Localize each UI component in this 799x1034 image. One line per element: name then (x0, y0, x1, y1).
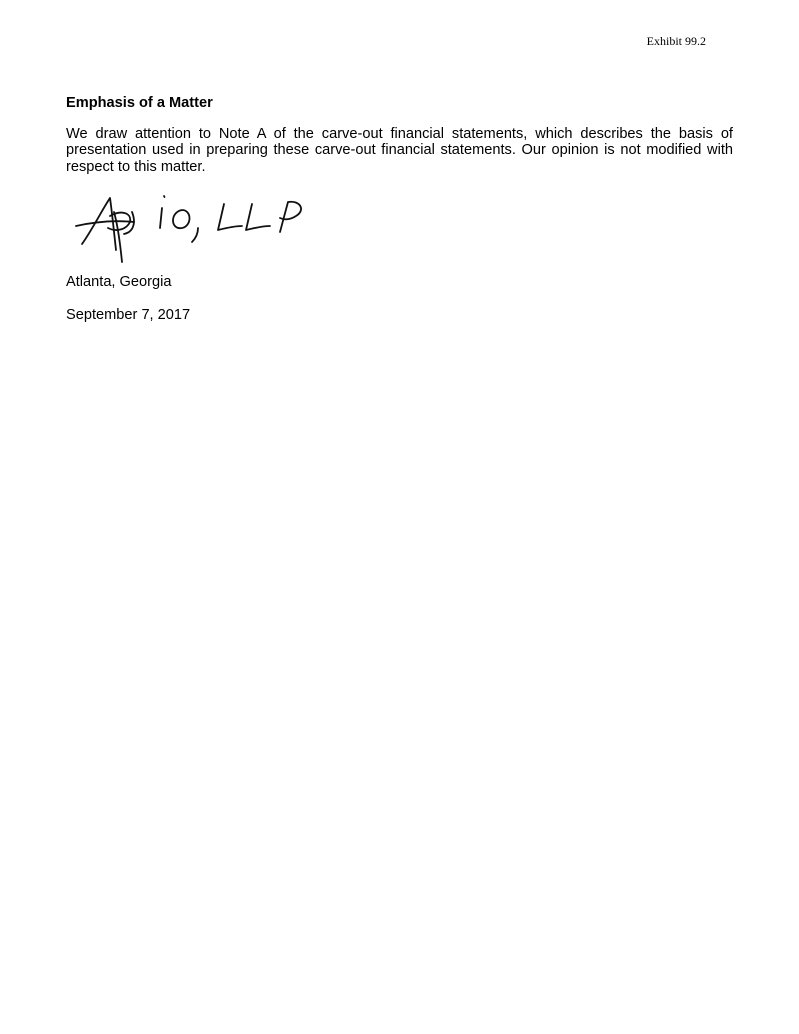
section-heading: Emphasis of a Matter (66, 95, 213, 111)
emphasis-paragraph: We draw attention to Note A of the carve-out financial statements, which describes the basis of presentation used in preparing these carve-out financial statements. Our opinion is not modified with respect to this matter. (66, 125, 733, 175)
signature-date: September 7, 2017 (66, 306, 191, 323)
signature-image (74, 192, 306, 264)
exhibit-label: Exhibit 99.2 (646, 34, 706, 48)
signature-location: Atlanta, Georgia (66, 274, 172, 291)
document-body (66, 95, 733, 324)
